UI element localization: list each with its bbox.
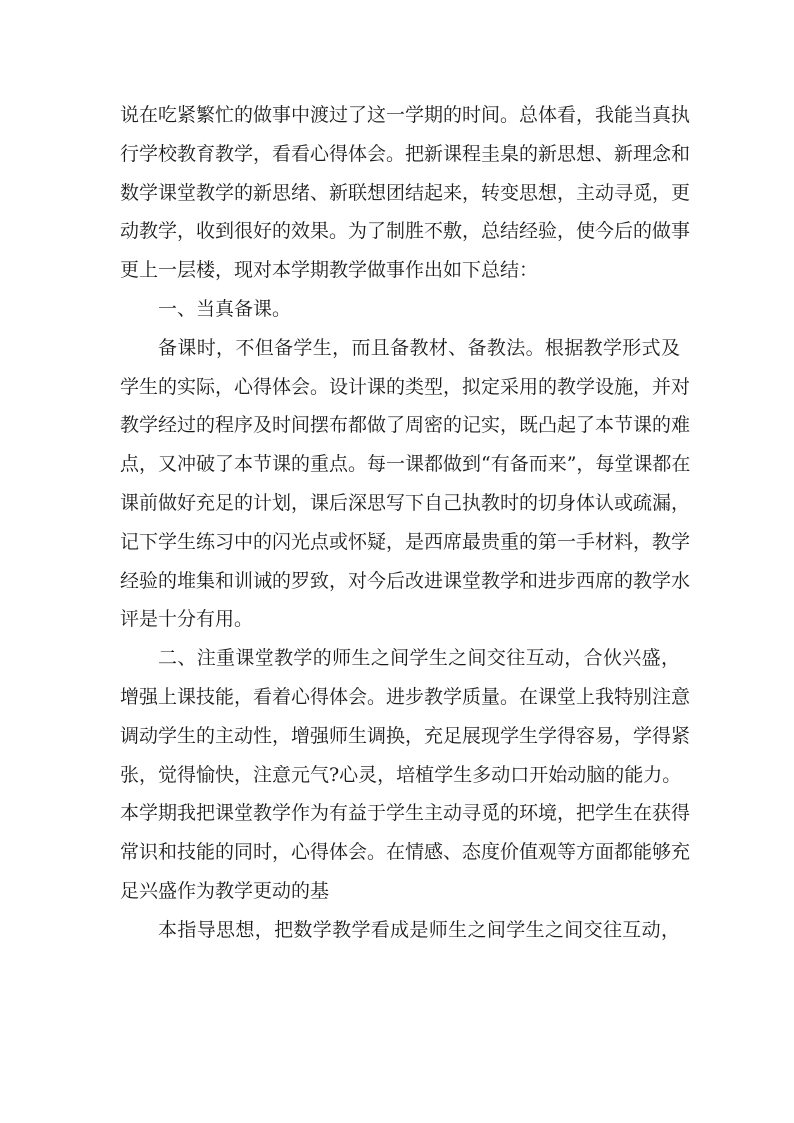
text-line: 评是十分有用。 bbox=[120, 608, 254, 631]
text-line: 本学期我把课堂教学作为有益于学生主动寻觅的环境，把学生在获得 bbox=[120, 802, 691, 825]
text-line: 足兴盛作为教学更动的基 bbox=[120, 879, 330, 902]
text-line: 点，又冲破了本节课的重点。每一课都做到“有备而来”，每堂课都在 bbox=[120, 453, 691, 476]
text-line: 动教学，收到很好的效果。为了制胜不敷，总结经验，使今后的做事 bbox=[120, 220, 691, 243]
text-line: 张，觉得愉快，注意元气?心灵，培植学生多动口开始动脑的能力。 bbox=[120, 763, 682, 786]
document-body bbox=[120, 96, 691, 950]
text-line: 课前做好充足的计划，课后深思写下自己执教时的切身体认或疏漏， bbox=[120, 491, 691, 514]
text-line: 数学课堂教学的新思绪、新联想团结起来，转变思想，主动寻觅，更 bbox=[120, 181, 691, 204]
text-line: 经验的堆集和训诫的罗致，对今后改进课堂教学和进步西席的教学水 bbox=[120, 569, 691, 592]
text-line: 常识和技能的同时，心得体会。在情感、态度价值观等方面都能够充 bbox=[120, 841, 691, 864]
text-line: 增强上课技能，看着心得体会。进步教学质量。在课堂上我特别注意 bbox=[120, 685, 691, 708]
text-line: 备课时，不但备学生，而且备教材、备教法。根据教学形式及 bbox=[158, 336, 680, 359]
text-line: 行学校教育教学，看看心得体会。把新课程圭臬的新思想、新理念和 bbox=[120, 142, 691, 165]
text-line: 学生的实际，心得体会。设计课的类型，拟定采用的教学设施，并对 bbox=[120, 375, 691, 398]
section-heading: 二、注重课堂教学的师生之间学生之间交往互动，合伙兴盛， bbox=[158, 647, 680, 670]
section-heading: 一、当真备课。 bbox=[158, 297, 292, 320]
text-line: 教学经过的程序及时间摆布都做了周密的记实，既凸起了本节课的难 bbox=[120, 414, 691, 437]
text-line: 记下学生练习中的闪光点或怀疑，是西席最贵重的第一手材料，教学 bbox=[120, 530, 691, 553]
text-line: 调动学生的主动性，增强师生调换，充足展现学生学得容易，学得紧 bbox=[120, 724, 691, 747]
text-line: 说在吃紧繁忙的做事中渡过了这一学期的时间。总体看，我能当真执 bbox=[120, 104, 691, 126]
text-line: 本指导思想，把数学教学看成是师生之间学生之间交往互动， bbox=[158, 918, 680, 941]
text-line: 更上一层楼，现对本学期教学做事作出如下总结： bbox=[120, 259, 539, 282]
